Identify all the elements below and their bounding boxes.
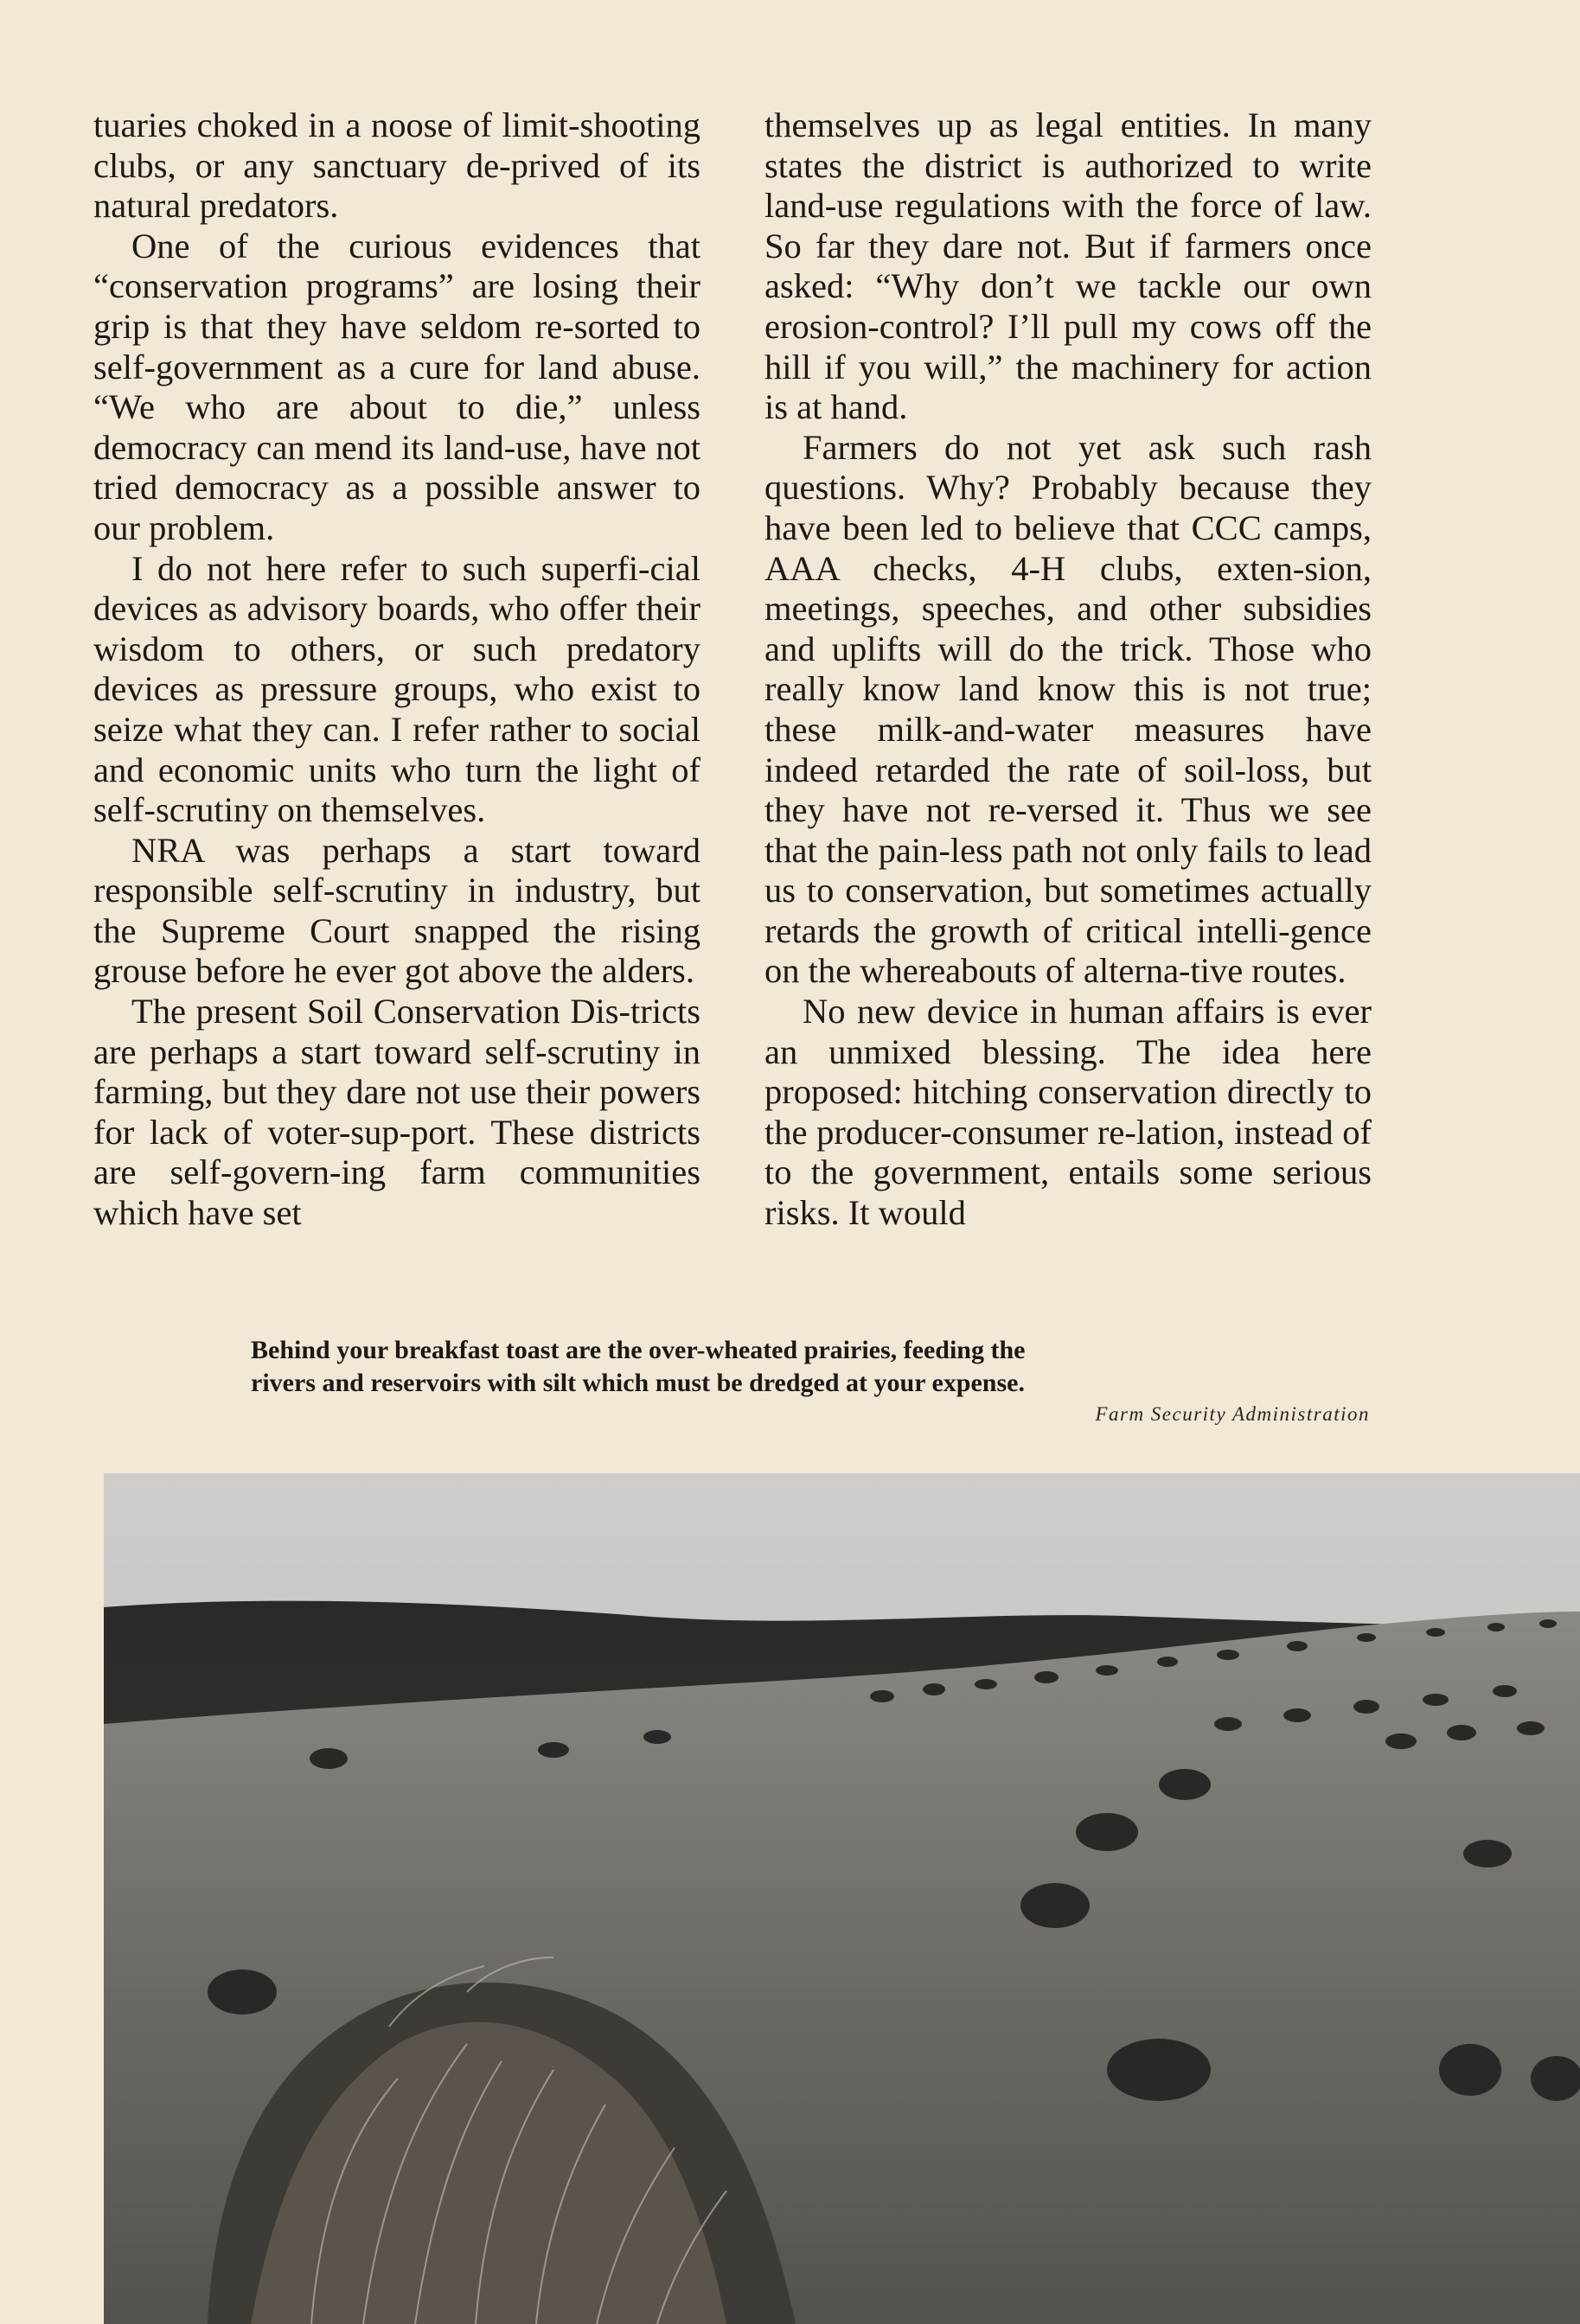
paragraph: The present Soil Conservation Dis-tricts are perhaps a start toward self-scrutiny in farming, but they dare not use their powers for lack of voter-sup-port. These districts are self-govern-ing farm communities which have set xyxy=(93,992,700,1233)
paragraph: I do not here refer to such superfi-cial devices as advisory boards, who offer their wisdom to others, or such predatory devices as pressure groups, who exist to seize what they can. I refer rather to social and economic units who turn the light of self-scrutiny on themselves. xyxy=(93,548,700,830)
photo-caption xyxy=(251,1334,1219,1400)
paragraph: No new device in human affairs is ever an unmixed blessing. The idea here proposed: hitching conservation directly to the producer-consumer re-lation, instead of to the government, entails some serious risks. It would xyxy=(764,992,1372,1233)
paragraph: Farmers do not yet ask such rash questions. Why? Probably because they have been led to believe that CCC camps, AAA checks, 4-H clubs, exten-sion, meetings, speeches, and other subsidies and uplifts will do the trick. Those who really know land know this is not true; these milk-and-water measures have indeed retarded the rate of soil-loss, but they have not re-versed it. Thus we see that the pain-less path not only fails to lead us to conservation, but sometimes actually retards the growth of critical intelli-gence on the whereabouts of alterna-tive routes. xyxy=(764,427,1372,991)
caption-line: Behind your breakfast toast are the over-wheated prairies, feeding the xyxy=(251,1336,1026,1364)
wheat-field-photo xyxy=(104,1473,1580,2324)
left-column xyxy=(93,105,700,1234)
paragraph: themselves up as legal entities. In many states the district is authorized to write land-use regulations with the force of law. So far they dare not. But if farmers once asked: “Why don’t we tackle our own erosion-control? I’ll pull my cows off the hill if you will,” the machinery for action is at hand. xyxy=(764,105,1372,427)
paragraph: tuaries choked in a noose of limit-shooting clubs, or any sanctuary de-prived of its natural predators. xyxy=(93,105,700,226)
paragraph: NRA was perhaps a start toward responsible self-scrutiny in industry, but the Supreme Court snapped the rising grouse before he ever got above the alders. xyxy=(93,830,700,991)
paragraph: One of the curious evidences that “conservation programs” are losing their grip is that they have seldom re-sorted to self-government as a cure for land abuse. “We who are about to die,” unless democracy can mend its land-use, have not tried democracy as a possible answer to our problem. xyxy=(93,226,700,547)
photo-credit: Farm Security Administration xyxy=(1095,1403,1370,1425)
right-column xyxy=(764,105,1372,1234)
caption-line: rivers and reservoirs with silt which must be dredged at your expense. xyxy=(251,1369,1025,1397)
